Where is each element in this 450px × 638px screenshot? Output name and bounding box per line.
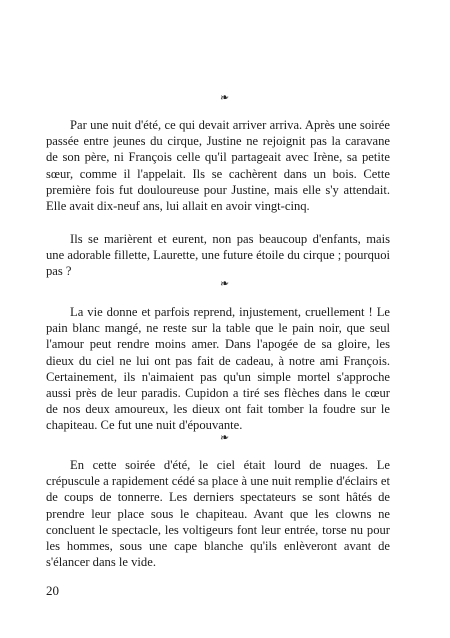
- paragraph-3: [46, 304, 390, 434]
- paragraph-4: [46, 457, 390, 570]
- paragraph-1: [46, 117, 390, 214]
- fleuron-icon: ❧: [219, 277, 231, 291]
- paragraph-text: La vie donne et parfois reprend, injustement, cruellement ! Le pain blanc mangé, ne reste sur la table que le pain noir, que seul l'amour peut rendre moins amer. Dans l'apogée de sa gloire, les dieux du ciel ne lui ont pas fait de cadeau, à notre ami François. Certainement, ils n'aimaient pas qu'un simple mortel s'approche aussi près de leur paradis. Cupidon a tiré ses flèches dans le cœur de nos deux amoureux, les dieux ont fait tomber la foudre sur le chapiteau. Ce fut une nuit d'épouvante.: [46, 305, 390, 433]
- page-number: 20: [46, 583, 59, 598]
- ornament-3: [0, 432, 450, 444]
- paragraph-text: En cette soirée d'été, le ciel était lourd de nuages. Le crépuscule a rapidement cédé sa place à une nuit remplie d'éclairs et de coups de tonnerre. Les derniers spectateurs se sont hâtés de prendre leur place sous le chapiteau. Avant que les clowns ne concluent le spectacle, les voltigeurs font leur entrée, torse nu pour les hommes, sous une cape blanche qu'ils enlèveront avant de s'élancer dans le vide.: [46, 458, 390, 570]
- ornament-2: [0, 278, 450, 290]
- paragraph-2: [46, 231, 390, 280]
- ornament-1: [0, 92, 450, 104]
- paragraph-text: Par une nuit d'été, ce qui devait arriver arriva. Après une soirée passée entre jeunes du cirque, Justine ne rejoignit pas la caravane de son père, ni François celle qu'il partageait avec Irène, sa petite sœur, comme il l'appelait. Ils se cachèrent dans un bois. Cette première fois fut douloureuse pour Justine, mais elle s'y attendait. Elle avait dix-neuf ans, lui allait en avoir vingt-cinq.: [46, 118, 390, 214]
- paragraph-text: Ils se marièrent et eurent, non pas beaucoup d'enfants, mais une adorable fillette, Laurette, une future étoile du cirque ; pourquoi pas ?: [46, 232, 390, 279]
- fleuron-icon: ❧: [219, 431, 231, 445]
- fleuron-icon: ❧: [219, 91, 231, 105]
